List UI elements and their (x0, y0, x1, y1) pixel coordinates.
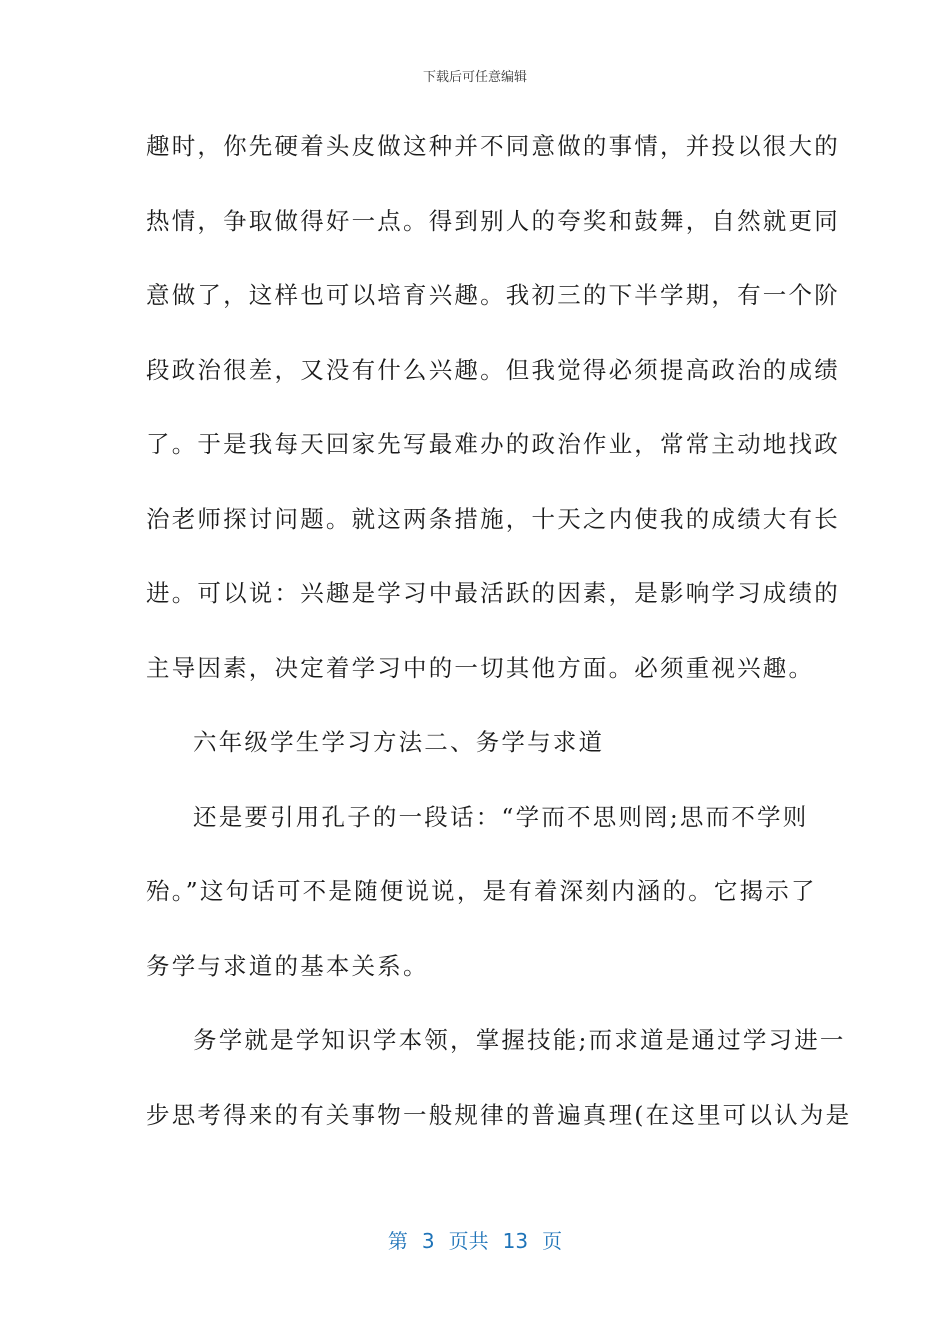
paragraph-line: 殆。”这句话可不是随便说说，是有着深刻内涵的。它揭示了 (146, 877, 817, 905)
page-footer (0, 1225, 950, 1254)
section-heading: 六年级学生学习方法二、务学与求道 (193, 728, 605, 756)
paragraph-line: 热情，争取做得好一点。得到别人的夸奖和鼓舞，自然就更同 (146, 206, 840, 235)
footer-prefix: 第 (387, 1229, 408, 1253)
paragraph-line: 务学就是学知识学本领，掌握技能;而求道是通过学习进一 (193, 1026, 846, 1054)
paragraph-line: 了。于是我每天回家先写最难办的政治作业，常常主动地找政 (146, 430, 840, 458)
page-header: 下载后可任意编辑 (422, 70, 527, 85)
footer-total-pages: 13 (502, 1229, 529, 1253)
document-body (146, 124, 852, 1167)
footer-suffix: 页 (542, 1229, 563, 1253)
paragraph-line: 还是要引用孔子的一段话：“学而不思则罔;思而不学则 (193, 802, 809, 831)
paragraph-line: 主导因素，决定着学习中的一切其他方面。必须重视兴趣。 (146, 653, 815, 682)
footer-page-number: 3 (421, 1229, 435, 1253)
paragraph-line: 意做了，这样也可以培育兴趣。我初三的下半学期，有一个阶 (146, 281, 840, 309)
footer-middle: 页共 (448, 1229, 489, 1253)
paragraph-line: 进。可以说：兴趣是学习中最活跃的因素，是影响学习成绩的 (146, 579, 840, 607)
paragraph-line: 趣时，你先硬着头皮做这种并不同意做的事情，并投以很大的 (146, 132, 840, 160)
paragraph-line: 段政治很差，又没有什么兴趣。但我觉得必须提高政治的成绩 (146, 355, 840, 384)
paragraph-line: 步思考得来的有关事物一般规律的普遍真理(在这里可以认为是 (146, 1100, 852, 1129)
paragraph-line: 治老师探讨问题。就这两条措施，十天之内使我的成绩大有长 (146, 504, 840, 533)
paragraph-line: 务学与求道的基本关系。 (146, 951, 429, 980)
